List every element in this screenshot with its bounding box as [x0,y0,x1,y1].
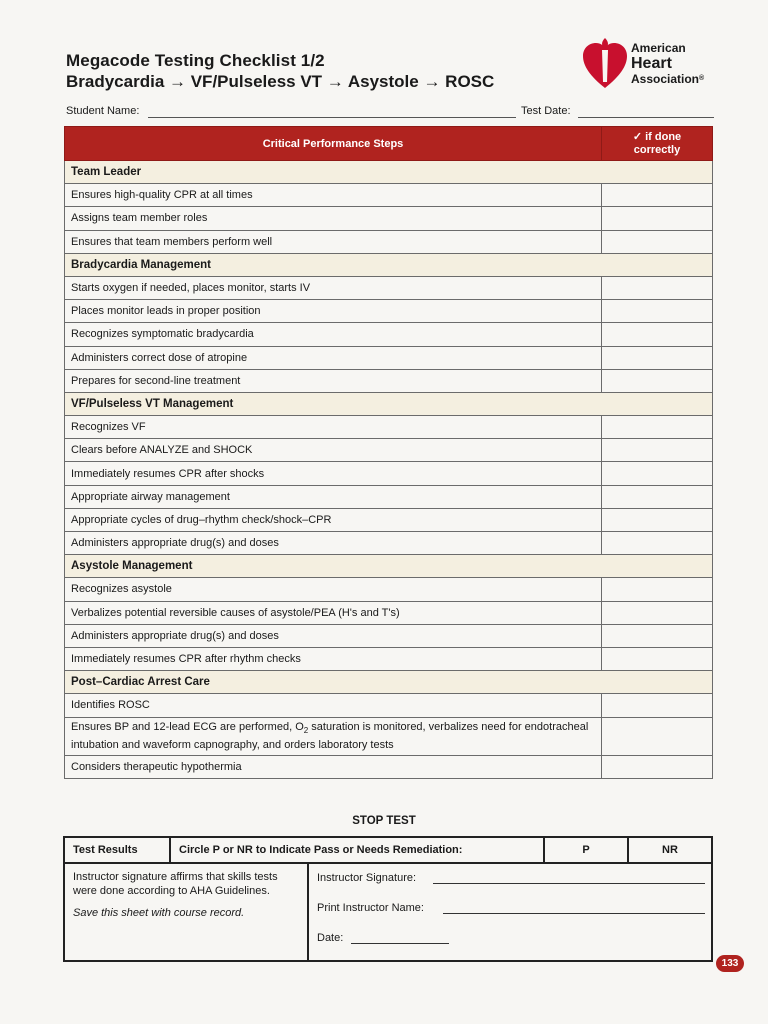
section-row [65,555,713,578]
logo-line-3-text: Association [631,72,700,86]
table-row [65,462,713,485]
logo-line-2: Heart [631,55,672,72]
check-box[interactable] [602,601,713,624]
table-row [65,755,713,778]
check-column-header [602,127,713,161]
step-label: Ensures high-quality CPR at all times [65,184,602,207]
section-title-asystole: Asystole Management [65,555,713,578]
section-title-team-leader: Team Leader [65,161,713,184]
check-box[interactable] [602,462,713,485]
table-row [65,276,713,299]
date-label: Date: [317,932,344,944]
test-results-label: Test Results [64,837,170,863]
step-label: Recognizes symptomatic bradycardia [65,323,602,346]
section-row [65,392,713,415]
title-line-1: Megacode Testing Checklist 1/2 [66,51,325,70]
table-row [65,207,713,230]
date-line [317,930,703,960]
check-box[interactable] [602,369,713,392]
table-row [65,624,713,647]
table-row [65,532,713,555]
title-line-2: Bradycardia → VF/Pulseless VT → Asystole → ROSC [66,72,495,91]
print-name-line [317,900,703,930]
step-label: Prepares for second-line treatment [65,369,602,392]
test-date-label: Test Date: [521,105,571,117]
step-label: Starts oxygen if needed, places monitor, starts IV [65,276,602,299]
step-text-part: Ensures BP and 12-lead ECG are performed, O [71,720,304,733]
step-label: Administers correct dose of atropine [65,346,602,369]
date-field[interactable] [351,943,449,944]
instructor-signature-field[interactable] [433,883,705,884]
step-label: Appropriate airway management [65,485,602,508]
print-instructor-name-field[interactable] [443,913,705,914]
check-box[interactable] [602,647,713,670]
check-header-line-1: ✓ if done [632,130,682,143]
table-row [65,184,713,207]
step-label: Ensures that team members perform well [65,230,602,253]
table-row [65,300,713,323]
table-row [65,717,713,755]
page-number-badge: 133 [716,955,744,972]
table-row [65,439,713,462]
table-row [65,346,713,369]
check-box[interactable] [602,207,713,230]
results-header-row [64,837,712,863]
section-row [65,671,713,694]
table-row [65,485,713,508]
check-box[interactable] [602,485,713,508]
step-label: Assigns team member roles [65,207,602,230]
table-row [65,323,713,346]
signature-line [317,870,703,900]
test-date-field[interactable] [578,117,714,118]
o2-subscript: 2 [303,726,309,736]
step-label: Clears before ANALYZE and SHOCK [65,439,602,462]
section-row [65,253,713,276]
circle-instruction: Circle P or NR to Indicate Pass or Needs Remediation: [170,837,544,863]
critical-steps-table [64,126,713,779]
print-instructor-name-label: Print Instructor Name: [317,902,424,914]
check-header-line-2: correctly [633,143,681,156]
save-note: Save this sheet with course record. [73,907,245,919]
results-body-row [64,863,712,961]
test-results-table [63,836,713,962]
check-box[interactable] [602,439,713,462]
check-box[interactable] [602,276,713,299]
step-label: Immediately resumes CPR after rhythm checks [65,647,602,670]
check-box[interactable] [602,346,713,369]
aha-logo [580,36,720,92]
table-row [65,230,713,253]
table-row [65,647,713,670]
needs-remediation-option[interactable]: NR [628,837,712,863]
table-row [65,508,713,531]
step-label: Administers appropriate drug(s) and doses [65,624,602,647]
step-label: Considers therapeutic hypothermia [65,755,602,778]
check-box[interactable] [602,755,713,778]
check-box[interactable] [602,717,713,755]
check-box[interactable] [602,184,713,207]
step-label: Places monitor leads in proper position [65,300,602,323]
check-box[interactable] [602,508,713,531]
step-label: Administers appropriate drug(s) and doses [65,532,602,555]
table-row [65,416,713,439]
aha-logo-text [631,41,704,86]
section-row [65,161,713,184]
step-label: Immediately resumes CPR after shocks [65,462,602,485]
signature-cell [308,863,712,961]
section-title-bradycardia: Bradycardia Management [65,253,713,276]
check-box[interactable] [602,230,713,253]
step-label: Recognizes asystole [65,578,602,601]
logo-line-3 [631,72,704,86]
check-box[interactable] [602,300,713,323]
steps-column-header: Critical Performance Steps [65,127,602,161]
check-box[interactable] [602,578,713,601]
step-label: Recognizes VF [65,416,602,439]
instructor-signature-label: Instructor Signature: [317,872,417,884]
step-label [65,717,602,755]
table-row [65,694,713,717]
table-header-row [65,127,713,161]
check-box[interactable] [602,624,713,647]
section-title-vf: VF/Pulseless VT Management [65,392,713,415]
step-label: Appropriate cycles of drug–rhythm check/shock–CPR [65,508,602,531]
student-info-line [66,105,714,121]
step-text-part: saturation is monitored, verbalizes need for endotracheal intubation and waveform capnography, and orders laboratory tests [71,720,589,752]
section-title-post-arrest: Post–Cardiac Arrest Care [65,671,713,694]
student-name-field[interactable] [148,117,516,118]
heart-torch-icon [580,36,630,92]
table-row [65,369,713,392]
table-row [65,601,713,624]
affirmation-cell [64,863,308,961]
page-title [66,50,494,92]
check-box[interactable] [602,416,713,439]
table-row [65,578,713,601]
step-label: Verbalizes potential reversible causes of asystole/PEA (H's and T's) [65,601,602,624]
pass-option[interactable]: P [544,837,628,863]
student-name-label: Student Name: [66,105,140,117]
affirmation-text: Instructor signature affirms that skills tests were done according to AHA Guidelines. [73,871,278,897]
check-box[interactable] [602,323,713,346]
stop-test-label: STOP TEST [352,815,416,827]
logo-line-1: American [631,41,686,55]
check-box[interactable] [602,532,713,555]
check-box[interactable] [602,694,713,717]
registered-mark: ® [699,75,705,82]
step-label: Identifies ROSC [65,694,602,717]
